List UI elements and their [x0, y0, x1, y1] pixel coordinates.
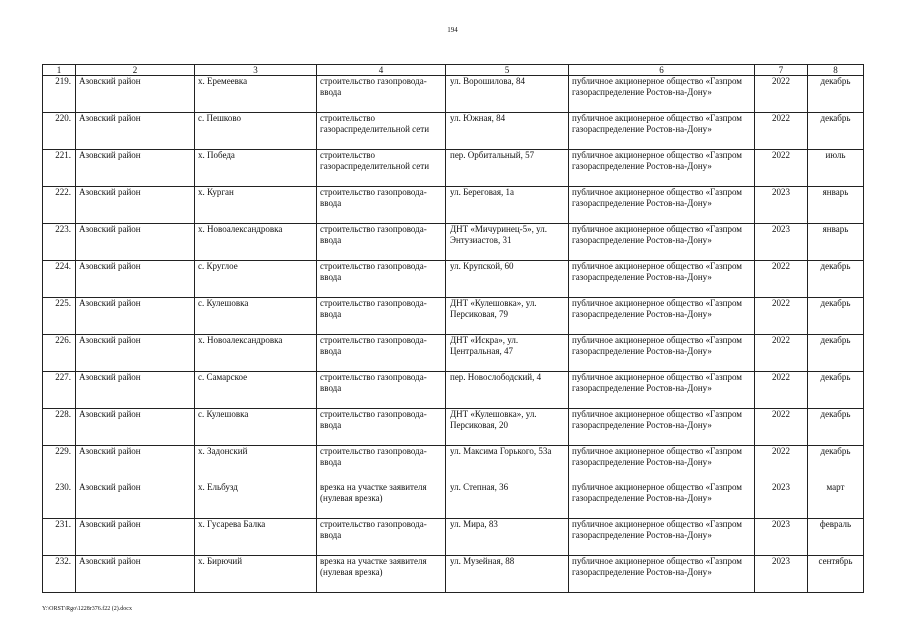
district-cell: Азовский район — [76, 446, 195, 483]
row-number: 228. — [43, 409, 76, 446]
month-cell: январь — [808, 224, 864, 261]
year-cell: 2022 — [755, 335, 808, 372]
table-row — [43, 519, 864, 556]
address-cell: ул. Степная, 36 — [446, 482, 569, 519]
district-cell: Азовский район — [76, 409, 195, 446]
year-cell: 2022 — [755, 150, 808, 187]
row-number: 225. — [43, 298, 76, 335]
address-cell: ДНТ «Кулешовка», ул. Персиковая, 79 — [446, 298, 569, 335]
year-cell: 2023 — [755, 187, 808, 224]
row-number: 223. — [43, 224, 76, 261]
table-row — [43, 446, 864, 483]
settlement-cell: х. Победа — [195, 150, 317, 187]
district-cell: Азовский район — [76, 556, 195, 593]
year-cell: 2023 — [755, 224, 808, 261]
organization-cell: публичное акционерное общество «Газпром газораспределение Ростов-на-Дону» — [569, 372, 755, 409]
work-type-cell: строительство газопровода-ввода — [317, 446, 446, 483]
footer-file-path: Y:\ORST\Rgo\1228r376.f22 (2).docx — [42, 606, 132, 612]
row-number: 231. — [43, 519, 76, 556]
column-header: 6 — [569, 65, 755, 76]
row-number: 230. — [43, 482, 76, 519]
column-header: 3 — [195, 65, 317, 76]
year-cell: 2023 — [755, 482, 808, 519]
work-type-cell: строительство газопровода-ввода — [317, 224, 446, 261]
column-header: 5 — [446, 65, 569, 76]
settlement-cell: х. Задонский — [195, 446, 317, 483]
settlement-cell: х. Курган — [195, 187, 317, 224]
year-cell: 2022 — [755, 113, 808, 150]
district-cell: Азовский район — [76, 150, 195, 187]
month-cell: декабрь — [808, 76, 864, 113]
district-cell: Азовский район — [76, 113, 195, 150]
column-header: 2 — [76, 65, 195, 76]
district-cell: Азовский район — [76, 76, 195, 113]
district-cell: Азовский район — [76, 335, 195, 372]
organization-cell: публичное акционерное общество «Газпром газораспределение Ростов-на-Дону» — [569, 409, 755, 446]
table-row — [43, 409, 864, 446]
row-number: 232. — [43, 556, 76, 593]
work-type-cell: строительство газопровода-ввода — [317, 261, 446, 298]
work-type-cell: строительство газопровода-ввода — [317, 187, 446, 224]
district-cell: Азовский район — [76, 187, 195, 224]
organization-cell: публичное акционерное общество «Газпром газораспределение Ростов-на-Дону» — [569, 113, 755, 150]
row-number: 222. — [43, 187, 76, 224]
table-row — [43, 187, 864, 224]
year-cell: 2022 — [755, 372, 808, 409]
work-type-cell: строительство газопровода-ввода — [317, 298, 446, 335]
organization-cell: публичное акционерное общество «Газпром газораспределение Ростов-на-Дону» — [569, 187, 755, 224]
row-number: 226. — [43, 335, 76, 372]
table-row — [43, 113, 864, 150]
district-cell: Азовский район — [76, 224, 195, 261]
month-cell: декабрь — [808, 335, 864, 372]
month-cell: июль — [808, 150, 864, 187]
address-cell: ул. Береговая, 1а — [446, 187, 569, 224]
month-cell: март — [808, 482, 864, 519]
address-cell: ул. Музейная, 88 — [446, 556, 569, 593]
work-type-cell: врезка на участке заявителя (нулевая врезка) — [317, 556, 446, 593]
organization-cell: публичное акционерное общество «Газпром газораспределение Ростов-на-Дону» — [569, 335, 755, 372]
work-type-cell: строительство газопровода-ввода — [317, 519, 446, 556]
settlement-cell: с. Круглое — [195, 261, 317, 298]
table-row — [43, 335, 864, 372]
table-row — [43, 76, 864, 113]
page-number: 194 — [447, 26, 458, 34]
row-number: 227. — [43, 372, 76, 409]
district-cell: Азовский район — [76, 372, 195, 409]
address-cell: ДНТ «Искра», ул. Центральная, 47 — [446, 335, 569, 372]
row-number: 219. — [43, 76, 76, 113]
month-cell: декабрь — [808, 372, 864, 409]
month-cell: декабрь — [808, 298, 864, 335]
work-type-cell: строительство газораспределительной сети — [317, 150, 446, 187]
address-cell: ДНТ «Мичуринец-5», ул. Энтузиастов, 31 — [446, 224, 569, 261]
table-row — [43, 261, 864, 298]
address-cell: ул. Максима Горького, 53а — [446, 446, 569, 483]
month-cell: декабрь — [808, 261, 864, 298]
organization-cell: публичное акционерное общество «Газпром газораспределение Ростов-на-Дону» — [569, 150, 755, 187]
address-cell: ул. Южная, 84 — [446, 113, 569, 150]
work-type-cell: врезка на участке заявителя (нулевая врезка) — [317, 482, 446, 519]
settlement-cell: с. Кулешовка — [195, 298, 317, 335]
settlement-cell: с. Кулешовка — [195, 409, 317, 446]
settlement-cell: х. Еремеевка — [195, 76, 317, 113]
organization-cell: публичное акционерное общество «Газпром газораспределение Ростов-на-Дону» — [569, 298, 755, 335]
work-type-cell: строительство газораспределительной сети — [317, 113, 446, 150]
column-header: 1 — [43, 65, 76, 76]
district-cell: Азовский район — [76, 519, 195, 556]
gasification-table — [42, 64, 864, 593]
organization-cell: публичное акционерное общество «Газпром газораспределение Ростов-на-Дону» — [569, 224, 755, 261]
year-cell: 2022 — [755, 446, 808, 483]
district-cell: Азовский район — [76, 261, 195, 298]
column-number-row — [43, 65, 864, 76]
settlement-cell: х. Ельбузд — [195, 482, 317, 519]
table-row — [43, 298, 864, 335]
row-number: 224. — [43, 261, 76, 298]
month-cell: сентябрь — [808, 556, 864, 593]
table-row — [43, 224, 864, 261]
table-row — [43, 372, 864, 409]
address-cell: пер. Новослободский, 4 — [446, 372, 569, 409]
month-cell: декабрь — [808, 113, 864, 150]
address-cell: ул. Ворошилова, 84 — [446, 76, 569, 113]
column-header: 7 — [755, 65, 808, 76]
work-type-cell: строительство газопровода-ввода — [317, 372, 446, 409]
year-cell: 2022 — [755, 409, 808, 446]
table-row — [43, 556, 864, 593]
column-header: 4 — [317, 65, 446, 76]
column-header: 8 — [808, 65, 864, 76]
district-cell: Азовский район — [76, 298, 195, 335]
work-type-cell: строительство газопровода-ввода — [317, 335, 446, 372]
settlement-cell: х. Гусарева Балка — [195, 519, 317, 556]
organization-cell: публичное акционерное общество «Газпром газораспределение Ростов-на-Дону» — [569, 261, 755, 298]
organization-cell: публичное акционерное общество «Газпром газораспределение Ростов-на-Дону» — [569, 519, 755, 556]
month-cell: январь — [808, 187, 864, 224]
settlement-cell: с. Самарское — [195, 372, 317, 409]
settlement-cell: х. Бирючий — [195, 556, 317, 593]
work-type-cell: строительство газопровода-ввода — [317, 409, 446, 446]
month-cell: февраль — [808, 519, 864, 556]
row-number: 220. — [43, 113, 76, 150]
row-number: 229. — [43, 446, 76, 483]
month-cell: декабрь — [808, 409, 864, 446]
address-cell: ул. Крупской, 60 — [446, 261, 569, 298]
year-cell: 2023 — [755, 556, 808, 593]
settlement-cell: х. Новоалександровка — [195, 224, 317, 261]
address-cell: ул. Мира, 83 — [446, 519, 569, 556]
month-cell: декабрь — [808, 446, 864, 483]
work-type-cell: строительство газопровода-ввода — [317, 76, 446, 113]
year-cell: 2022 — [755, 76, 808, 113]
settlement-cell: с. Пешково — [195, 113, 317, 150]
row-number: 221. — [43, 150, 76, 187]
address-cell: пер. Орбитальный, 57 — [446, 150, 569, 187]
organization-cell: публичное акционерное общество «Газпром газораспределение Ростов-на-Дону» — [569, 556, 755, 593]
settlement-cell: х. Новоалександровка — [195, 335, 317, 372]
table-row — [43, 150, 864, 187]
organization-cell: публичное акционерное общество «Газпром газораспределение Ростов-на-Дону» — [569, 482, 755, 519]
year-cell: 2022 — [755, 261, 808, 298]
address-cell: ДНТ «Кулешовка», ул. Персиковая, 20 — [446, 409, 569, 446]
district-cell: Азовский район — [76, 482, 195, 519]
organization-cell: публичное акционерное общество «Газпром газораспределение Ростов-на-Дону» — [569, 446, 755, 483]
organization-cell: публичное акционерное общество «Газпром газораспределение Ростов-на-Дону» — [569, 76, 755, 113]
table-row — [43, 482, 864, 519]
year-cell: 2023 — [755, 519, 808, 556]
year-cell: 2022 — [755, 298, 808, 335]
